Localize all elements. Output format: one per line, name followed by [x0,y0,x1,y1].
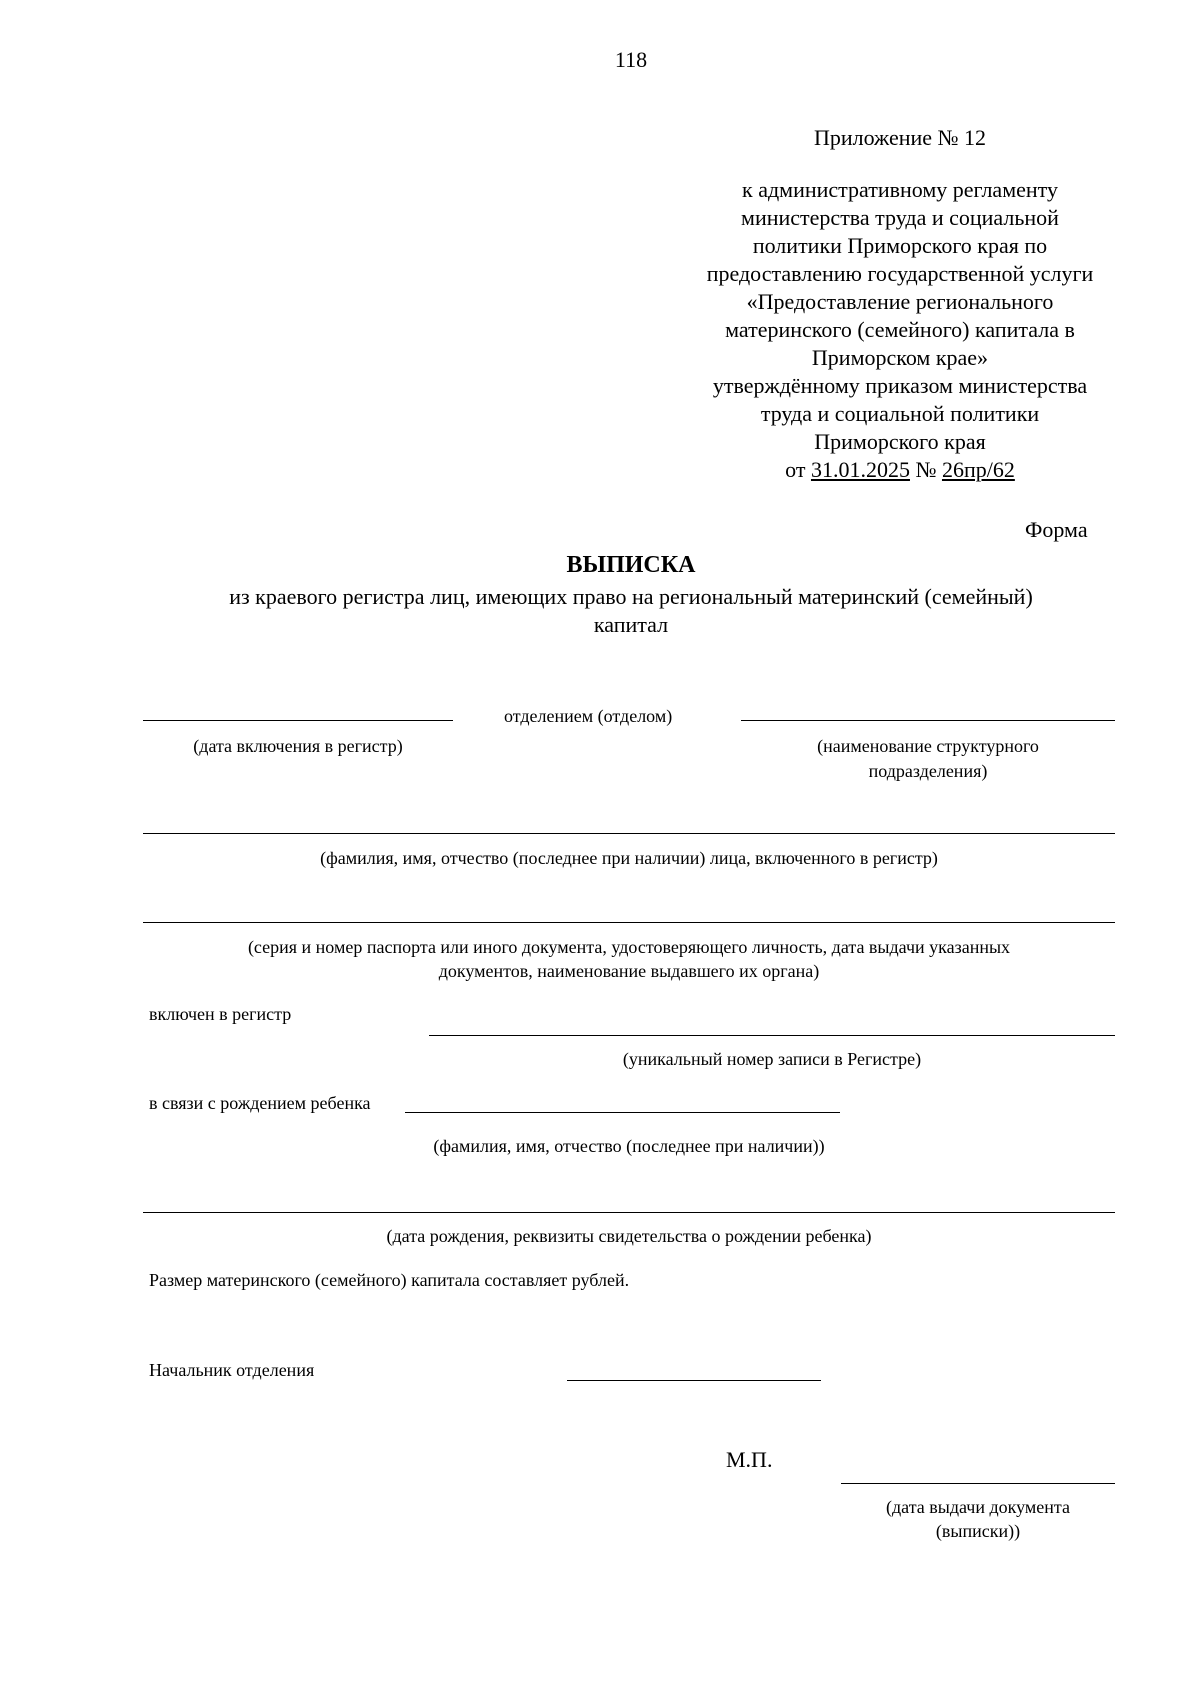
department-connector: отделением (отделом) [504,706,673,726]
inclusion-date-field[interactable] [143,720,453,721]
appendix-line: Приморском крае» [811,345,989,370]
stamp-label: М.П. [726,1447,773,1472]
birth-details-field[interactable] [143,1212,1115,1213]
passport-field[interactable] [143,922,1115,923]
order-prefix: от [785,457,806,482]
document-subtitle-line1: из краевого регистра лиц, имеющих право на региональный материнский (семейный) [229,584,1033,609]
issue-date-field[interactable] [841,1483,1115,1484]
head-label: Начальник отделения [149,1360,315,1380]
structural-unit-caption-line1: (наименование структурного [817,736,1039,756]
order-number: 26пр/62 [941,457,1015,482]
appendix-line: предоставлению государственной услуги [706,261,1094,286]
order-number-sign: № [915,457,937,482]
document-title: ВЫПИСКА [566,552,696,578]
birth-details-caption: (дата рождения, реквизиты свидетельства о рождении ребенка) [386,1226,872,1246]
order-reference [660,456,1140,484]
head-signature-field[interactable] [567,1380,821,1381]
capital-amount-text: Размер материнского (семейного) капитала составляет рублей. [149,1270,630,1290]
appendix-line: материнского (семейного) капитала в [725,317,1075,342]
appendix-title [660,124,1140,152]
appendix-reference [660,176,1140,484]
structural-unit-field[interactable] [741,720,1115,721]
child-birth-label: в связи с рождением ребенка [149,1093,371,1113]
document-subtitle-line2: капитал [593,612,669,637]
passport-caption-line1: (серия и номер паспорта или иного документа, удостоверяющего личность, дата выдачи указанных [247,937,1011,957]
record-number-field[interactable] [429,1035,1115,1036]
appendix-line: к административному регламенту [742,177,1058,202]
inclusion-date-caption: (дата включения в регистр) [193,736,403,756]
appendix-line: труда и социальной политики [760,401,1040,426]
appendix-line: политики Приморского края по [752,233,1048,258]
page-number: 118 [614,47,648,72]
passport-caption-line2: документов, наименование выдавшего их органа) [438,961,820,981]
record-number-caption: (уникальный номер записи в Регистре) [622,1049,922,1069]
appendix-line: Приморского края [814,429,986,454]
issue-date-caption-line1: (дата выдачи документа [886,1497,1070,1517]
form-label: Форма [1025,517,1088,542]
person-name-caption: (фамилия, имя, отчество (последнее при наличии) лица, включенного в регистр) [320,848,938,868]
included-label: включен в регистр [149,1004,292,1024]
person-name-field[interactable] [143,833,1115,834]
child-name-caption: (фамилия, имя, отчество (последнее при наличии)) [433,1136,825,1156]
appendix-line: министерства труда и социальной [741,205,1059,230]
issue-date-caption-line2: (выписки)) [935,1521,1021,1541]
appendix-title-text: Приложение № 12 [813,125,987,150]
order-date: 31.01.2025 [810,457,910,482]
appendix-line: «Предоставление регионального [746,289,1054,314]
structural-unit-caption-line2: подразделения) [868,761,988,781]
child-name-field[interactable] [405,1112,840,1113]
appendix-line: утверждённому приказом министерства [712,373,1088,398]
